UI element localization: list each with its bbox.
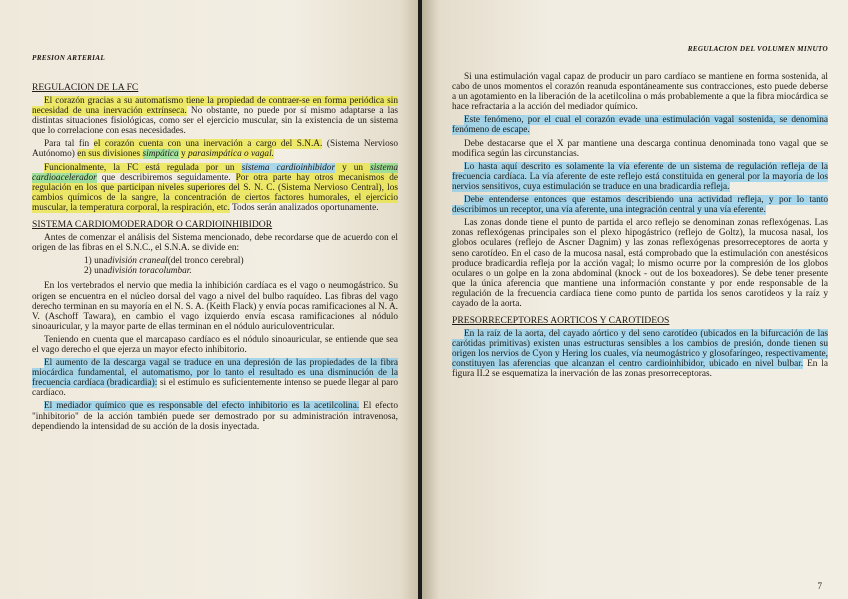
section-title-presorreceptores: PRESORRECEPTORES AORTICOS Y CAROTIDEOS [452, 315, 670, 327]
highlight-yellow: y [178, 149, 188, 160]
paragraph: Debe destacarse que el X par mantiene una descarga continua denominada tono vagal que se modifica según las circunstancias. [452, 138, 828, 159]
text: Para tal fin [44, 139, 94, 150]
text: No obstante, no puede por sí mismo adaptarse a las distintas situaciones fisiológicas, como ser el ejercicio muscular, sin la existencia de un sistema que lo correlacione con esas necesidades. [32, 106, 398, 137]
list-text: una [94, 266, 108, 277]
highlight-blue: Este fenómeno, por el cual el corazón evade una estimulación vagal sostenida, se denomina fenómeno de escape. [452, 115, 828, 136]
paragraph: Antes de comenzar el análisis del Sistema mencionado, debe recordarse que de acuerdo con el origen de las fibras en el S.N.C., el S.N.A. se divide en: [32, 233, 398, 254]
list-num: 2) [84, 266, 92, 277]
list-text: una [94, 256, 108, 267]
highlight-green: sistema cardioacelerador [32, 162, 398, 183]
paragraph [32, 358, 398, 398]
list-text-em: división craneal [107, 256, 168, 267]
text: (Sistema Nervioso Autónomo) [32, 139, 398, 160]
list-lead [32, 266, 84, 276]
list-text-em: división toracolumbar. [107, 266, 192, 277]
highlight-yellow: en sus divisiones [77, 149, 143, 160]
highlight-yellow: Funcionalmente, la FC está regulada por un [44, 162, 242, 173]
section-title-cardiomoderador: SISTEMA CARDIOMODERADOR O CARDIOINHIBIDOR [32, 219, 273, 231]
paragraph [452, 162, 828, 192]
paragraph: Si una estimulación vagal capaz de producir un paro cardíaco se mantiene en forma sostenida, al cabo de unos momentos el corazón reanuda espontáneamente sus contracciones, esto puede deberse a un agotamiento en la liberación de la acetilcolina o más probablemente a que la fibra miocárdica se hace refractaria a la acción del mediador químico. [452, 72, 828, 113]
highlight-green: simpática [142, 149, 179, 160]
paragraph [452, 329, 828, 379]
running-head-right: REGULACION DEL VOLUMEN MINUTO [687, 45, 828, 53]
left-page [0, 0, 418, 599]
highlight-blue: Lo hasta aquí descrito es solamente la vía eferente de un sistema de regulación refleja de la frecuencia cardíaca. La vía aferente de este reflejo está constituida en general por la mayoría de los nervios sensitivos, cuya estimulación se traduce en una bradicardia refleja. [452, 161, 828, 192]
list-item [32, 256, 398, 266]
highlight-yellow: el corazón cuenta con una inervación a cargo del S.N.A. [93, 139, 323, 150]
paragraph: Teniendo en cuenta que el marcapaso cardíaco es el nódulo sinoauricular, se entiende que sea el vago derecho el que ejerza un mayor efecto inhibitorio. [32, 334, 398, 355]
highlight-yellow: Por otra parte hay otros mecanismos de regulación en los que participan niveles superiores del S. N. C. (Sistema Nervioso Central), los cambios químicos de la sangre, la concentración de ciertos factores humorales, el ejercicio muscular, la temperatura corporal, la respiración, etc. [32, 172, 398, 213]
paragraph: Las zonas donde tiene el punto de partida el arco reflejo se denominan zonas reflexógenas. Las zonas reflexógenas principales son el plexo hipogástrico (reflejo de Goltz), la mucosa nasal, los globos oculares (reflejo de Ascner Dagnim) y las zonas reflexógenas presorreceptores de aorta y seno carotídeo. En el caso de la mucosa nasal, está comprobado que la estimulación con anestésicos produce bradicardia refleja por la acción vagal; lo mismo ocurre por la compresión de los globos oculares o un golpe en la zona abdominal (knock - out de los boxeadores). Se debe tener presente que la única aferencia que mantiene una información constante y por ende responsable de la regulación de la frecuencia cardíaca tiene como punto de partida los senos carotídeos y la raíz y cayado de la aorta. [452, 218, 828, 309]
highlight-blue: sistema cardioinhibidor [241, 162, 336, 173]
highlight-yellow: parasimpática o vagal. [188, 149, 274, 160]
text: En la figura II.2 se esquematiza la inervación de las zonas presorreceptoras. [452, 359, 828, 380]
paragraph [452, 195, 828, 215]
highlight-yellow: y un [335, 162, 371, 173]
text: que describiremos seguidamente. [96, 172, 236, 183]
list-text: (del tronco cerebral) [167, 256, 244, 267]
paragraph [32, 96, 398, 136]
highlight-yellow: El corazón gracias a su automatismo tiene la propiedad de contraer-se en forma periódica sin necesidad de una inervación extrínseca. [32, 96, 398, 117]
paragraph [32, 401, 398, 431]
text: El efecto "inhibitorio" de la acción también puede ser demostrado por su administración intravenosa, dependiendo la intensidad de su acción de la dosis inyectada. [32, 401, 398, 432]
list-lead [32, 256, 84, 266]
highlight-blue: Debe entenderse entonces que estamos describiendo una actividad refleja, y por lo tanto describimos un receptor, una vía aferente, una integración central y una vía eferente. [452, 195, 828, 216]
highlight-blue: En la raíz de la aorta, del cayado aórtico y del seno carotídeo (ubicados en la bifurcación de las carótidas primitivas) existen unas estructuras sensibles a los cambios de presión, donde tienen su origen los nervios de Cyon y Hering los cuales, vía neumogástrico y glosofaríngeo, respectivamente, constituyen las aferencias que alcanzan el centro cardioinhibidor, ubicado en nivel bulbar. [452, 329, 828, 370]
paragraph: En los vertebrados el nervio que media la inhibición cardíaca es el vago o neumogástrico. Su origen se encuentra en el núcleo dorsal del vago a nivel del bulbo raquídeo. Las fibras del vago derecho terminan en su mayoría en el N. S. A. (Keith Flack) y envía pocas ramificaciones al N. A. V. (Aschoff Tawara), en cambio el vago izquierdo envía escasa ramificaciones al nódulo sinoauricular, y la mayor parte de ellas terminan en el nódulo auriculoventricular. [32, 281, 398, 332]
text: Todos serán analizados oportunamente. [229, 202, 379, 213]
page-number: 7 [817, 581, 822, 591]
right-page [422, 0, 848, 599]
highlight-blue: El mediador químico que es responsable del efecto inhibitorio es la acetilcolina. [44, 401, 360, 412]
text: si el estímulo es suficientemente intenso se puede llegar al paro cardíaco. [32, 378, 398, 399]
list-num: 1) [84, 256, 92, 267]
highlight-blue: El aumento de la descarga vagal se traduce en una depresión de las propiedades de la fibra miocárdica fundamental, el automatismo, por lo tanto el resultado es una disminución de la frecuencia cardíaca (bradicardia): [32, 358, 398, 389]
section-title-regulacion-fc: REGULACION DE LA FC [32, 82, 139, 93]
paragraph [32, 163, 398, 213]
list-item [32, 266, 398, 276]
paragraph [452, 115, 828, 135]
paragraph [32, 139, 398, 159]
division-list [32, 256, 398, 276]
running-head-left: PRESION ARTERIAL [32, 54, 106, 62]
